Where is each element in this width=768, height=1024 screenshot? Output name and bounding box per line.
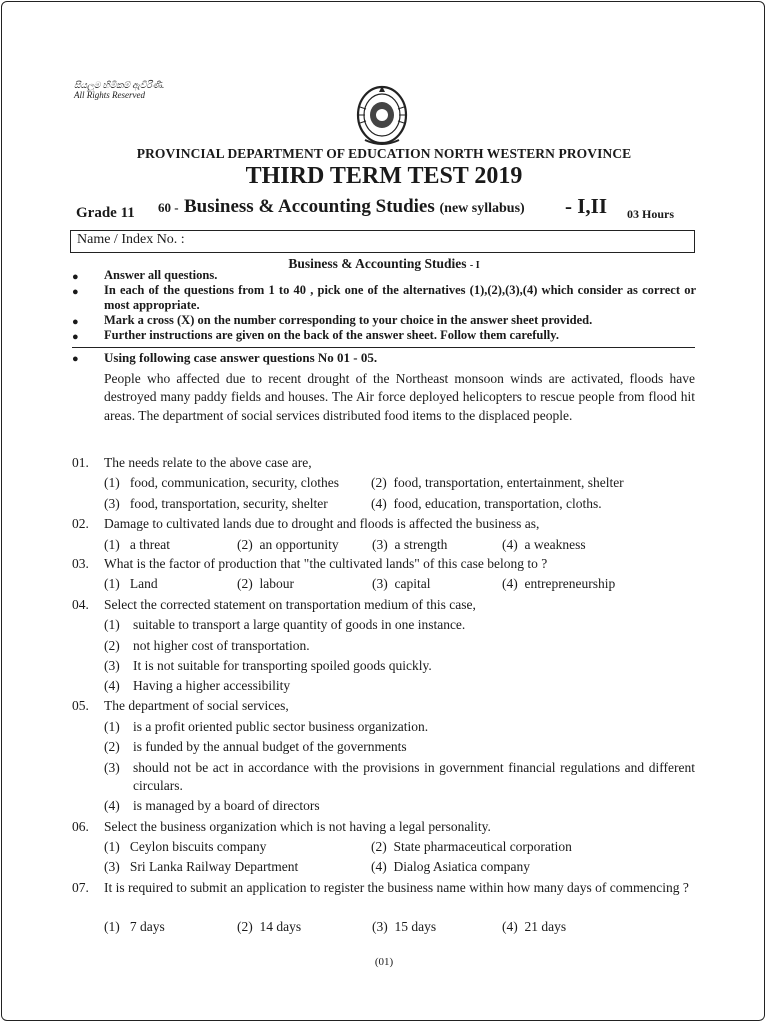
option-text: labour <box>259 576 294 591</box>
option-text: Having a higher accessibility <box>133 678 291 693</box>
option[interactable] <box>104 797 695 815</box>
question-text: Select the corrected statement on transportation medium of this case, <box>104 597 476 612</box>
question-number: 06. <box>72 819 89 834</box>
option-text: food, communication, security, clothes <box>129 475 339 490</box>
option-number: (4) <box>502 537 518 552</box>
rights-sinhala: සියලුම හිමිකම් ඇවිරිණි. <box>74 80 165 90</box>
question-text: What is the factor of production that "the cultivated lands" of this case belong to ? <box>104 556 548 571</box>
option-number: (2) <box>237 576 253 591</box>
sri-lanka-emblem-icon <box>355 82 409 146</box>
option-text: a weakness <box>524 537 586 552</box>
grade-label: Grade 11 <box>76 205 135 221</box>
option-number: (3) <box>104 658 120 673</box>
option[interactable] <box>237 918 301 936</box>
option-number: (2) <box>371 839 387 854</box>
option-number: (3) <box>372 919 388 934</box>
paper-number: - I,II <box>565 194 608 218</box>
question-number: 07. <box>72 880 89 895</box>
option-text: food, education, transportation, cloths. <box>393 496 602 511</box>
option-number: (1) <box>104 719 120 734</box>
bullet-icon: ● <box>72 353 79 365</box>
option-number: (3) <box>104 760 120 775</box>
option[interactable] <box>104 759 695 795</box>
case-text: People who affected due to recent drought of the Northeast monsoon winds are activated, floods have destroyed many paddy fields and houses. The Air force deployed helicopters to rescue people from flood hit areas. The department of social services distributed food items to the displaced people. <box>104 371 695 423</box>
question-text: It is required to submit an application to register the business name within how many days of commencing ? <box>104 880 689 895</box>
instruction-item <box>72 328 696 343</box>
question-text: The department of social services, <box>104 698 289 713</box>
option[interactable] <box>371 495 602 513</box>
option[interactable] <box>104 616 695 634</box>
rights-english: All Rights Reserved <box>74 90 145 100</box>
option-text: is a profit oriented public sector business organization. <box>133 719 429 734</box>
option-text: 15 days <box>394 919 437 934</box>
question-number: 01. <box>72 455 89 470</box>
option[interactable] <box>502 575 615 593</box>
option-number: (4) <box>104 798 120 813</box>
question-text: Select the business organization which is not having a legal personality. <box>104 819 491 834</box>
option-text: 7 days <box>129 919 165 934</box>
option-number: (2) <box>371 475 387 490</box>
option-number: (1) <box>104 919 120 934</box>
option[interactable] <box>104 495 328 513</box>
option-number: (2) <box>104 739 120 754</box>
option[interactable] <box>104 637 695 655</box>
option-number: (2) <box>104 638 120 653</box>
case-heading-text: Using following case answer questions No 01 - 05. <box>104 350 378 365</box>
option-number: (3) <box>104 859 120 874</box>
option[interactable] <box>104 858 298 876</box>
question-06 <box>72 818 696 836</box>
option-text: a threat <box>129 537 170 552</box>
question-number: 04. <box>72 597 89 612</box>
option-number: (4) <box>371 859 387 874</box>
option-text: food, transportation, entertainment, shelter <box>393 475 624 490</box>
option-text: 14 days <box>259 919 302 934</box>
exam-title: THIRD TERM TEST 2019 <box>245 163 523 189</box>
option[interactable] <box>371 838 572 856</box>
option-number: (4) <box>371 496 387 511</box>
option[interactable] <box>237 575 294 593</box>
page-number: (01) <box>374 956 394 968</box>
option-text: is managed by a board of directors <box>133 798 320 813</box>
section-part: - I <box>469 260 480 271</box>
instruction-item <box>72 313 696 328</box>
option-text: entrepreneurship <box>524 576 616 591</box>
option[interactable] <box>104 918 165 936</box>
subject-name: Business & Accounting Studies <box>184 196 435 217</box>
option-text: capital <box>394 576 431 591</box>
name-index-label: Name / Index No. : <box>77 232 185 247</box>
option[interactable] <box>502 536 586 554</box>
option[interactable] <box>502 918 566 936</box>
option-number: (4) <box>502 576 518 591</box>
option-number: (1) <box>104 475 120 490</box>
option[interactable] <box>371 474 624 492</box>
option-number: (2) <box>237 537 253 552</box>
subject-code: 60 - <box>158 200 179 215</box>
instruction-text: In each of the questions from 1 to 40 , pick one of the alternatives (1),(2),(3),(4) which consider as correct or most appropriate. <box>104 283 696 312</box>
rights-notice <box>74 80 164 100</box>
bullet-icon: ● <box>72 286 79 298</box>
option[interactable] <box>104 474 339 492</box>
question-07 <box>72 879 696 897</box>
option-text: Sri Lanka Railway Department <box>129 859 299 874</box>
question-number: 05. <box>72 698 89 713</box>
option[interactable] <box>104 838 266 856</box>
bullet-icon: ● <box>72 316 79 328</box>
section-name: Business & Accounting Studies <box>288 256 467 271</box>
option[interactable] <box>104 657 695 675</box>
option-text: suitable to transport a large quantity of goods in one instance. <box>133 617 466 632</box>
syllabus-label: (new syllabus) <box>439 201 525 216</box>
duration-label: 03 Hours <box>627 207 675 221</box>
question-text: The needs relate to the above case are, <box>104 455 312 470</box>
option-text: It is not suitable for transporting spoiled goods quickly. <box>133 658 432 673</box>
option-text: Dialog Asiatica company <box>393 859 530 874</box>
option-text: 21 days <box>524 919 567 934</box>
option-number: (1) <box>104 576 120 591</box>
option-number: (1) <box>104 617 120 632</box>
option[interactable] <box>372 918 436 936</box>
option[interactable] <box>372 536 447 554</box>
option-text: not higher cost of transportation. <box>133 638 310 653</box>
question-04 <box>72 596 696 614</box>
instruction-item <box>72 268 696 283</box>
instruction-item <box>72 283 696 313</box>
name-index-field[interactable] <box>70 230 695 253</box>
option-text: Land <box>129 576 158 591</box>
option[interactable] <box>104 677 695 695</box>
option-text: food, transportation, security, shelter <box>129 496 328 511</box>
option[interactable] <box>104 536 170 554</box>
option[interactable] <box>104 738 695 756</box>
option-text: is funded by the annual budget of the governments <box>133 739 407 754</box>
option-text: State pharmaceutical corporation <box>393 839 572 854</box>
option-text: Ceylon biscuits company <box>129 839 267 854</box>
option-number: (1) <box>104 839 120 854</box>
case-heading <box>72 350 378 366</box>
department-heading: PROVINCIAL DEPARTMENT OF EDUCATION NORTH WESTERN PROVINCE <box>136 146 632 161</box>
option-number: (4) <box>104 678 120 693</box>
question-02 <box>72 515 696 533</box>
option[interactable] <box>104 575 158 593</box>
bullet-icon: ● <box>72 271 79 283</box>
option[interactable] <box>237 536 339 554</box>
bullet-icon: ● <box>72 331 79 343</box>
instruction-text: Further instructions are given on the back of the answer sheet. Follow them carefully. <box>104 328 559 342</box>
option-text: an opportunity <box>259 537 339 552</box>
option[interactable] <box>372 575 430 593</box>
option-number: (1) <box>104 537 120 552</box>
question-number: 03. <box>72 556 89 571</box>
instruction-text: Mark a cross (X) on the number corresponding to your choice in the answer sheet provided. <box>104 313 593 327</box>
option-number: (3) <box>372 576 388 591</box>
option-number: (3) <box>104 496 120 511</box>
option-number: (3) <box>372 537 388 552</box>
question-number: 02. <box>72 516 89 531</box>
option-text: a strength <box>394 537 448 552</box>
option-number: (2) <box>237 919 253 934</box>
divider <box>72 347 695 348</box>
question-03 <box>72 555 696 573</box>
option[interactable] <box>104 718 695 736</box>
question-text: Damage to cultivated lands due to drought and floods is affected the business as, <box>104 516 540 531</box>
question-01 <box>72 454 696 472</box>
subject-title <box>184 196 525 218</box>
question-05 <box>72 697 696 715</box>
option-text: should not be act in accordance with the provisions in government financial regulations and different circulars. <box>133 760 695 793</box>
instruction-text: Answer all questions. <box>104 268 218 282</box>
option[interactable] <box>371 858 530 876</box>
option-number: (4) <box>502 919 518 934</box>
